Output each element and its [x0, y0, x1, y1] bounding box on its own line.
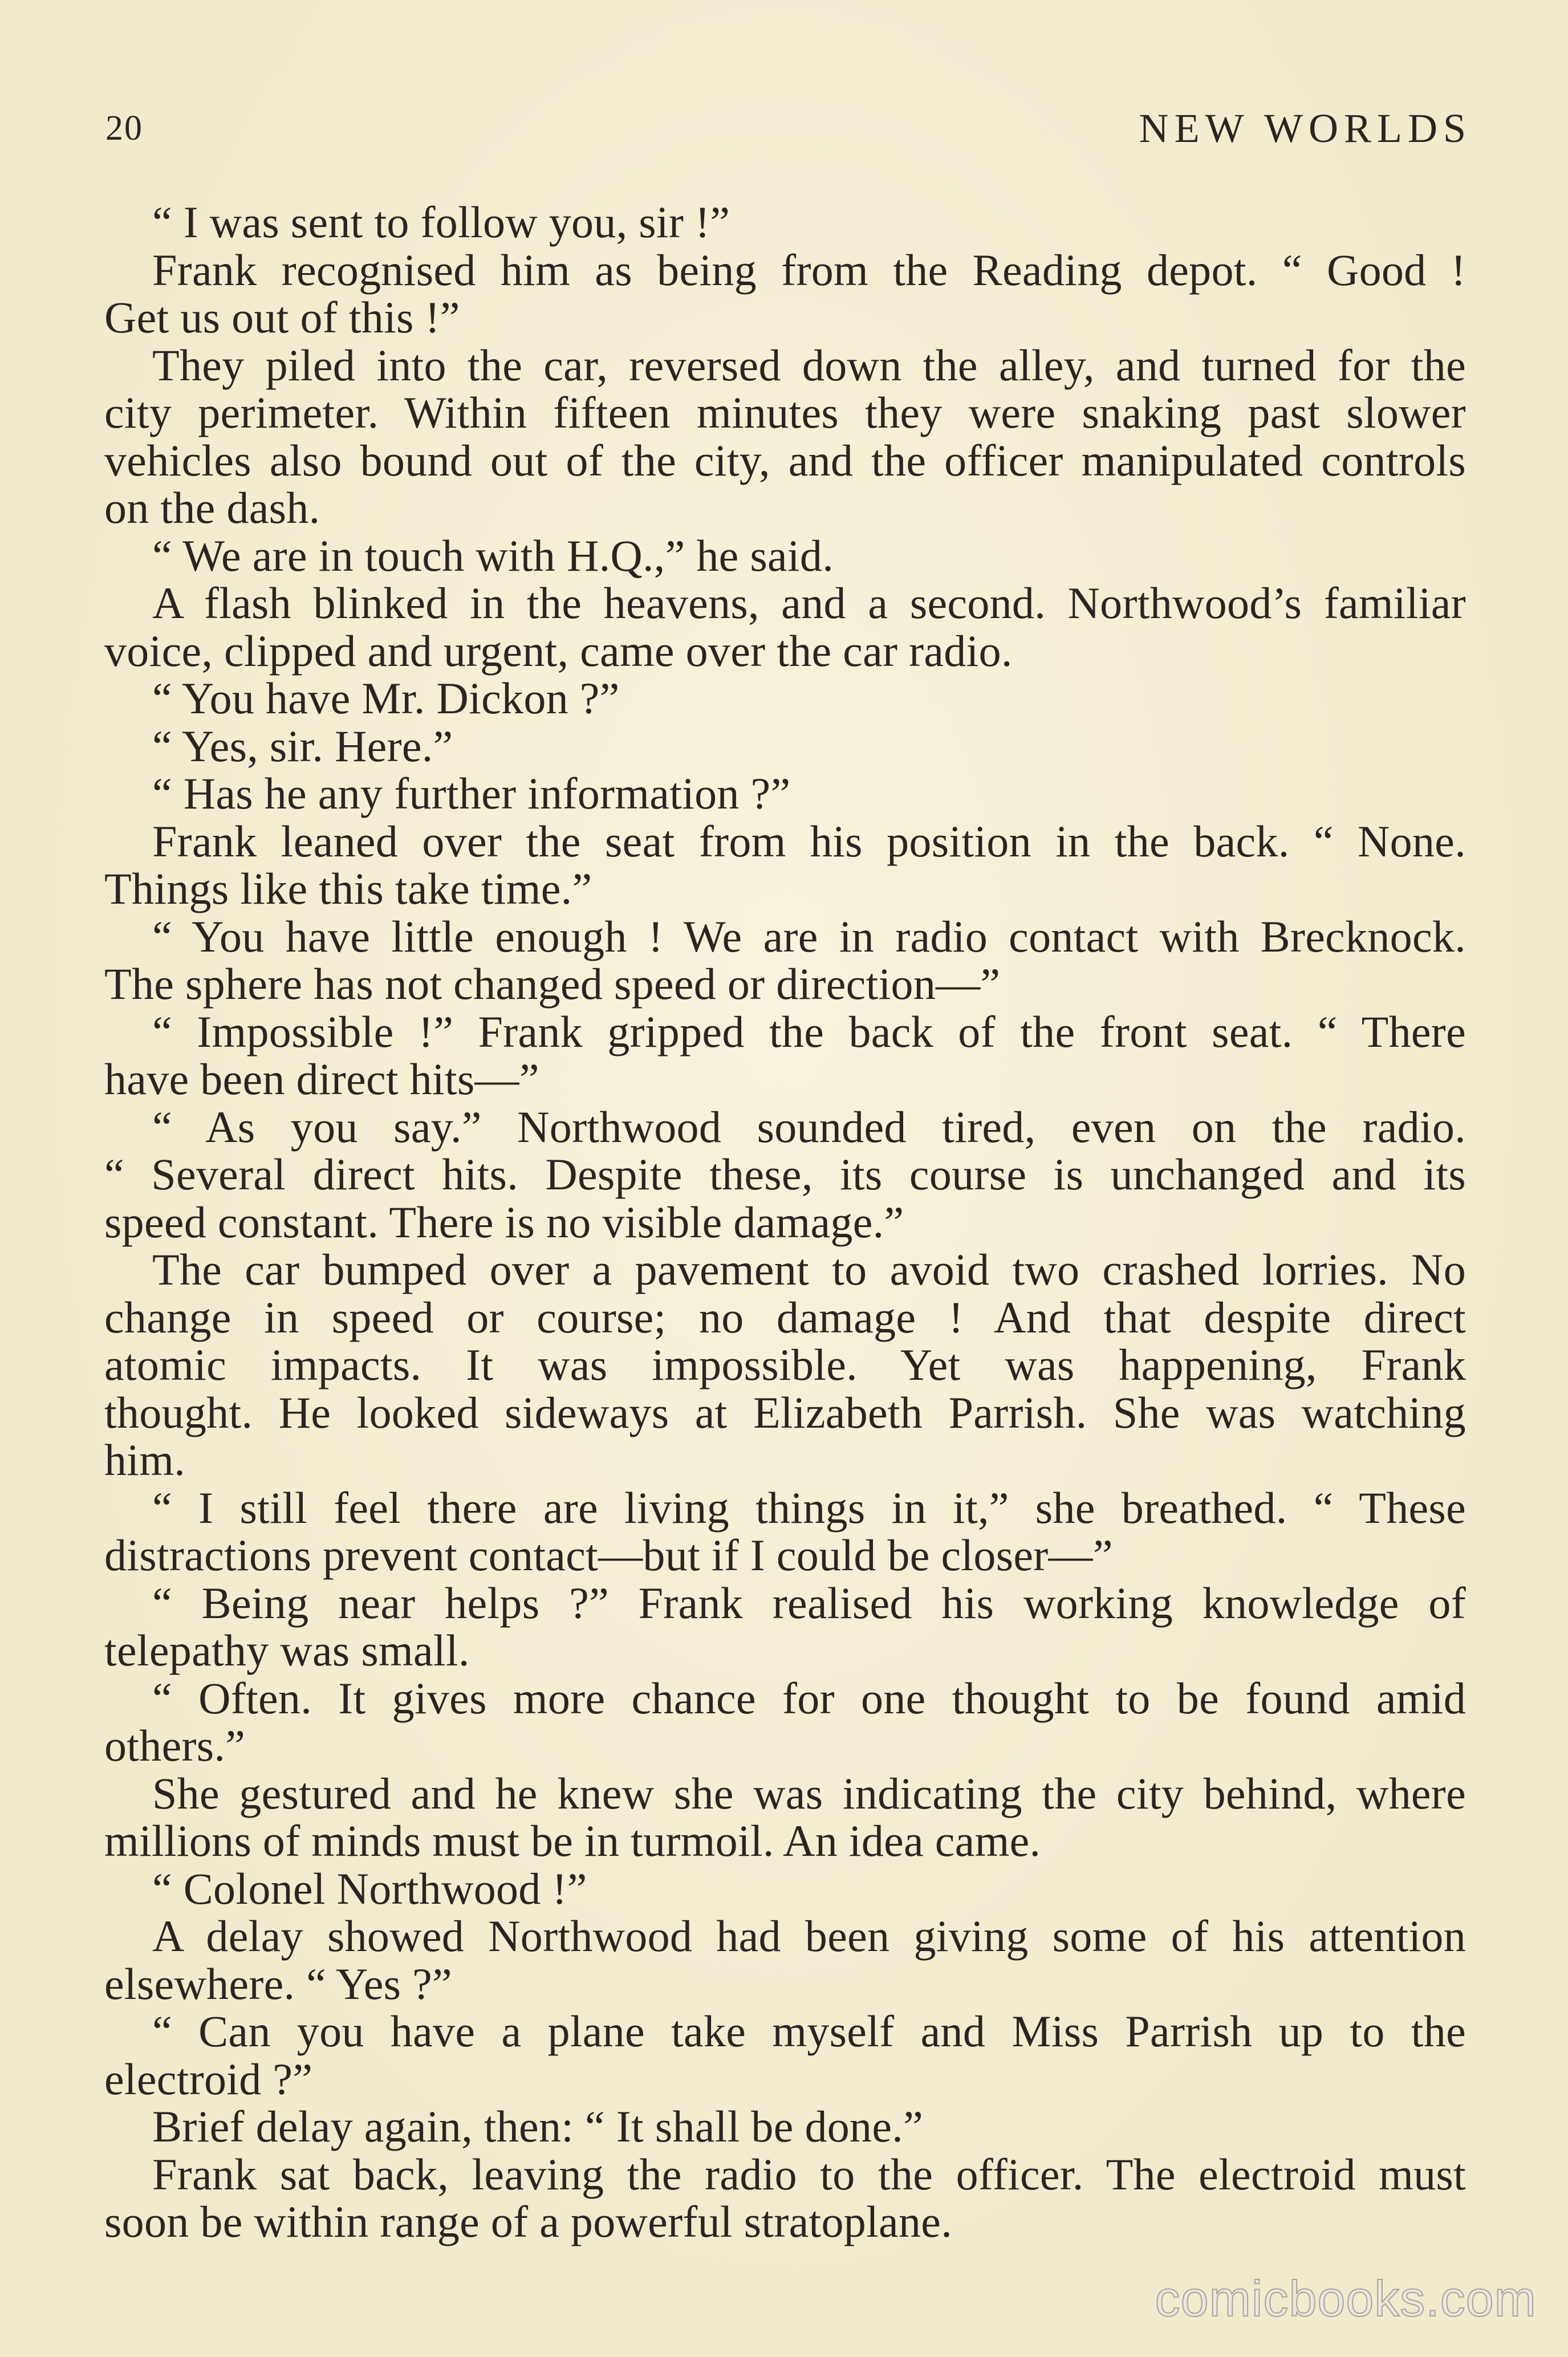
text-line: The sphere has not changed speed or direction—” [104, 959, 1001, 1009]
text-line: Frank leaned over the seat from his position in the back. “ None. [152, 816, 1466, 866]
text-line: She gestured and he knew she was indicating the city behind, where [152, 1768, 1466, 1818]
text-line: “ Impossible !” Frank gripped the back of the front seat. “ There [152, 1006, 1466, 1056]
text-line: on the dash. [104, 483, 320, 533]
text-line: change in speed or course; no damage ! And that despite direct [104, 1292, 1466, 1342]
text-line: city perimeter. Within fifteen minutes they were snaking past slower [104, 388, 1466, 437]
text-line: vehicles also bound out of the city, and the officer manipulated controls [104, 435, 1466, 485]
text-line: “ I was sent to follow you, sir !” [152, 197, 730, 247]
text-line: “ Often. It gives more chance for one thought to be found amid [152, 1673, 1466, 1723]
paragraph [104, 1008, 1466, 1103]
text-line: speed constant. There is no visible damage.” [104, 1197, 904, 1247]
paragraph [104, 1246, 1466, 1484]
text-line: “ We are in touch with H.Q.,” he said. [152, 530, 834, 580]
text-line: soon be within range of a powerful stratoplane. [104, 2197, 952, 2246]
text-line: “ Colonel Northwood !” [152, 1863, 587, 1913]
paragraph [104, 722, 1466, 770]
paragraph [104, 246, 1466, 342]
text-line: distractions prevent contact—but if I could be closer—” [104, 1530, 1113, 1580]
text-line: A delay showed Northwood had been giving some of his attention [152, 1911, 1466, 1961]
text-line: voice, clipped and urgent, came over the car radio. [104, 625, 1013, 676]
paragraph [104, 2151, 1466, 2246]
text-line: thought. He looked sideways at Elizabeth Parrish. She was watching [104, 1387, 1466, 1437]
paragraph [104, 1675, 1466, 1770]
text-line: “ Can you have a plane take myself and Miss Parrish up to the [152, 2006, 1466, 2056]
text-line: Get us out of this !” [104, 292, 460, 342]
text-line: “ You have Mr. Dickon ?” [152, 673, 620, 723]
text-line: others.” [104, 1721, 246, 1770]
paragraph [104, 2103, 1466, 2151]
text-line: The car bumped over a pavement to avoid two crashed lorries. No [152, 1245, 1466, 1294]
paragraph [104, 198, 1466, 246]
text-line: “ Several direct hits. Despite these, its course is unchanged and its [104, 1149, 1466, 1199]
watermark: comicbooks.com [1155, 2270, 1537, 2327]
paragraph [104, 2007, 1466, 2103]
text-line: him. [104, 1435, 186, 1485]
running-head [105, 103, 1472, 154]
paragraph [104, 342, 1466, 532]
paragraph [104, 1103, 1466, 1246]
paragraph [104, 1865, 1466, 1913]
paragraph [104, 579, 1466, 674]
text-line: have been direct hits—” [104, 1054, 539, 1104]
paragraph [104, 818, 1466, 913]
text-line: Frank recognised him as being from the Reading depot. “ Good ! [152, 245, 1466, 295]
text-line: “ Has he any further information ?” [152, 769, 791, 818]
text-line: “ Yes, sir. Here.” [152, 721, 453, 771]
text-line: “ You have little enough ! We are in radio contact with Brecknock. [152, 911, 1466, 961]
text-line: millions of minds must be in turmoil. An idea came. [104, 1816, 1041, 1866]
text-line: atomic impacts. It was impossible. Yet was happening, Frank [104, 1340, 1466, 1389]
text-line: They piled into the car, reversed down the alley, and turned for the [152, 340, 1466, 390]
running-title: NEW WORLDS [1139, 105, 1472, 151]
paragraph [104, 674, 1466, 722]
text-line: Things like this take time.” [104, 864, 592, 913]
text-line: elsewhere. “ Yes ?” [104, 1958, 452, 2009]
paragraph [104, 1484, 1466, 1579]
paragraph [104, 532, 1466, 580]
text-line: electroid ?” [104, 2054, 313, 2104]
paragraph [104, 770, 1466, 818]
paragraph [104, 1770, 1466, 1865]
page-number: 20 [105, 108, 143, 148]
paragraph [104, 913, 1466, 1008]
text-line: Frank sat back, leaving the radio to the officer. The electroid must [152, 2149, 1466, 2199]
text-line: “ I still feel there are living things in it,” she breathed. “ These [152, 1482, 1466, 1533]
paragraph [104, 1912, 1466, 2007]
text-line: Brief delay again, then: “ It shall be done.” [152, 2102, 923, 2151]
body-text [104, 198, 1466, 2246]
text-line: “ As you say.” Northwood sounded tired, even on the radio. [152, 1102, 1466, 1152]
paragraph [104, 1579, 1466, 1675]
text-line: A flash blinked in the heavens, and a second. Northwood’s familiar [152, 578, 1466, 628]
text-line: telepathy was small. [104, 1625, 470, 1675]
text-line: “ Being near helps ?” Frank realised his working knowledge of [152, 1578, 1466, 1628]
